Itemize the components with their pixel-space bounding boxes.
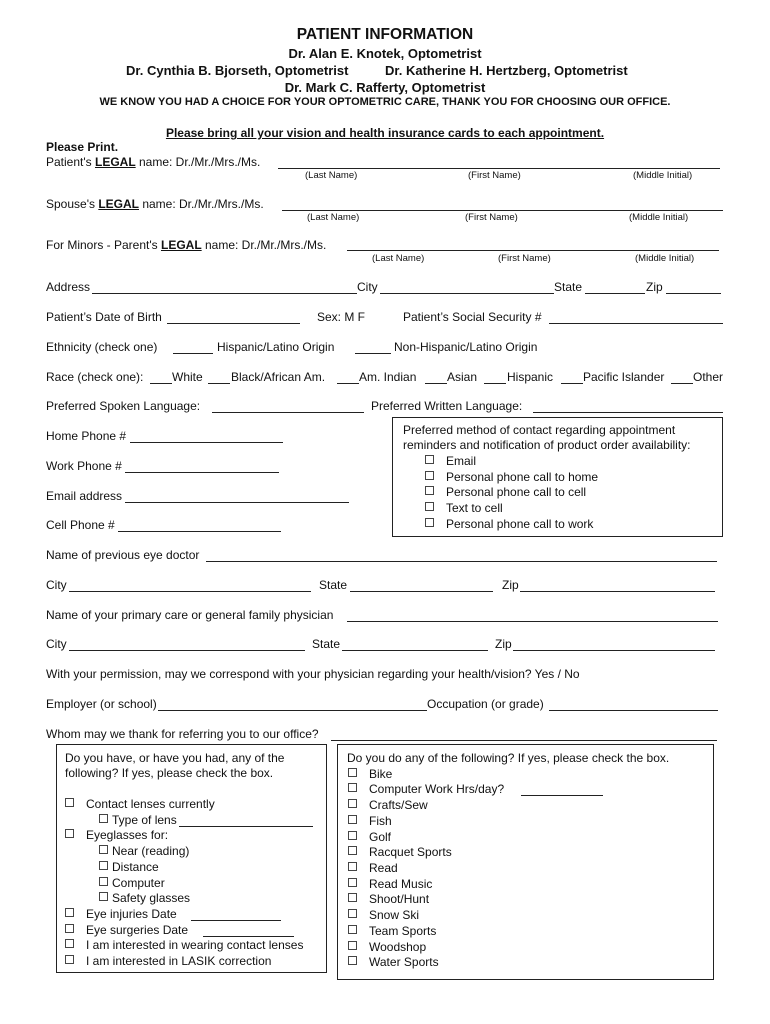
checkbox-icon[interactable]	[99, 892, 108, 901]
cell-phone-label: Cell Phone #	[46, 518, 115, 532]
ssn-label: Patient’s Social Security #	[403, 310, 542, 324]
option-label: Woodshop	[369, 940, 427, 954]
checkbox-icon[interactable]	[348, 799, 357, 808]
activity-item-racquet-sports[interactable]	[348, 845, 452, 859]
option-label: Eye surgeries Date	[86, 923, 189, 937]
zip-label: Zip	[502, 578, 519, 592]
race-check[interactable]	[337, 383, 359, 384]
address-field[interactable]	[92, 293, 357, 294]
activity-item-crafts[interactable]	[348, 798, 428, 812]
option-label: Contact lenses currently	[86, 797, 215, 811]
option-label: Bike	[369, 767, 393, 781]
safety-glasses-item[interactable]	[99, 891, 190, 905]
race-option-asian: Asian	[447, 370, 478, 384]
eyeglasses-item[interactable]	[65, 828, 168, 842]
activity-item-woodshop[interactable]	[348, 940, 426, 954]
option-label: Near (reading)	[112, 844, 190, 858]
checkbox-icon[interactable]	[348, 878, 357, 887]
checkbox-icon[interactable]	[348, 846, 357, 855]
race-check[interactable]	[484, 383, 506, 384]
address-label: Address	[46, 280, 91, 294]
zip-field[interactable]	[666, 293, 721, 294]
activity-item-bike[interactable]	[348, 767, 392, 781]
city-field[interactable]	[69, 650, 305, 651]
sex-label[interactable]: Sex: M F	[317, 310, 366, 324]
race-check[interactable]	[671, 383, 693, 384]
first-name-caption: (First Name)	[468, 170, 521, 181]
activities-title: Do you do any of the following? If yes, please check the box.	[347, 751, 670, 765]
zip-label: Zip	[495, 637, 512, 651]
non-hispanic-check[interactable]	[355, 353, 391, 354]
minor-label-suffix: name: Dr./Mr./Mrs./Ms.	[201, 238, 327, 252]
patient-label-suffix: name: Dr./Mr./Mrs./Ms.	[135, 155, 261, 169]
option-label: Water Sports	[369, 955, 439, 969]
referral-field[interactable]	[331, 740, 717, 741]
contacts-current-item[interactable]	[65, 797, 215, 811]
option-label: Golf	[369, 830, 392, 844]
contact-lens-interest-item[interactable]	[65, 938, 303, 952]
option-label: I am interested in LASIK correction	[86, 954, 272, 968]
race-option-other: Other	[693, 370, 724, 384]
city-label: City	[46, 637, 67, 651]
state-field[interactable]	[350, 591, 493, 592]
zip-field[interactable]	[520, 591, 715, 592]
race-option-am-indian: Am. Indian	[359, 370, 417, 384]
option-label: Snow Ski	[369, 908, 420, 922]
dob-label: Patient’s Date of Birth	[46, 310, 162, 324]
patient-name-label	[46, 155, 260, 169]
work-phone-field[interactable]	[125, 472, 279, 473]
city-label: City	[46, 578, 67, 592]
ssn-field[interactable]	[549, 323, 723, 324]
computer-item[interactable]	[99, 876, 165, 890]
checkbox-icon[interactable]	[99, 861, 108, 870]
option-label: Racquet Sports	[369, 845, 452, 859]
contact-option-email[interactable]	[425, 454, 476, 468]
activity-item-golf[interactable]	[348, 830, 391, 844]
checkbox-icon[interactable]	[348, 941, 357, 950]
checkbox-icon[interactable]	[425, 471, 434, 480]
checkbox-icon[interactable]	[425, 518, 434, 527]
checkbox-icon[interactable]	[348, 831, 357, 840]
referral-label: Whom may we thank for referring you to our office?	[46, 727, 319, 741]
activity-item-team-sports[interactable]	[348, 924, 436, 938]
near-reading-item[interactable]	[99, 844, 189, 858]
hispanic-label: Hispanic/Latino Origin	[217, 340, 335, 354]
patient-label-prefix: Patient's	[46, 155, 95, 169]
last-name-caption: (Last Name)	[305, 170, 358, 181]
checkbox-icon[interactable]	[65, 908, 74, 917]
state-field[interactable]	[585, 293, 645, 294]
prev-eye-doctor-label: Name of previous eye doctor	[46, 548, 200, 562]
eye-history-box	[56, 744, 327, 973]
zip-label: Zip	[646, 280, 663, 294]
option-label: Computer	[112, 876, 165, 890]
checkbox-icon[interactable]	[65, 939, 74, 948]
checkbox-icon[interactable]	[348, 925, 357, 934]
state-label: State	[554, 280, 583, 294]
activity-item-snow-ski[interactable]	[348, 908, 419, 922]
checkbox-icon[interactable]	[348, 956, 357, 965]
checkbox-icon[interactable]	[99, 845, 108, 854]
checkbox-icon[interactable]	[65, 829, 74, 838]
option-label: Safety glasses	[112, 891, 191, 905]
legal-label: LEGAL	[98, 197, 139, 211]
prev-eye-doctor-field[interactable]	[206, 561, 717, 562]
middle-initial-caption: (Middle Initial)	[633, 170, 693, 181]
activity-item-water-sports[interactable]	[348, 955, 439, 969]
patient-name-field[interactable]	[278, 168, 720, 169]
checkbox-icon[interactable]	[348, 862, 357, 871]
primary-physician-label: Name of your primary care or general family physician	[46, 608, 334, 622]
contact-option-home-call[interactable]	[425, 470, 598, 484]
option-label: Read Music	[369, 877, 433, 891]
checkbox-icon[interactable]	[65, 924, 74, 933]
last-name-caption: (Last Name)	[372, 253, 425, 264]
city-field[interactable]	[380, 293, 554, 294]
option-label: Read	[369, 861, 398, 875]
spouse-label-prefix: Spouse's	[46, 197, 99, 211]
last-name-caption: (Last Name)	[307, 212, 360, 223]
written-language-field[interactable]	[533, 412, 723, 413]
primary-physician-field[interactable]	[347, 621, 718, 622]
contact-preference-text: reminders and notification of product order availability:	[403, 438, 691, 452]
legal-label: LEGAL	[94, 155, 136, 169]
doctor-name: Dr. Mark C. Rafferty, Optometrist	[284, 80, 486, 95]
contact-preference-text: Preferred method of contact regarding appointment	[403, 423, 676, 437]
option-label: Fish	[369, 814, 392, 828]
contact-option-work-call[interactable]	[425, 517, 593, 531]
checkbox-icon[interactable]	[425, 502, 434, 511]
race-option-pacific-islander: Pacific Islander	[583, 370, 665, 384]
option-label: Text to cell	[446, 501, 503, 515]
please-print-label: Please Print.	[46, 140, 119, 154]
race-option-hispanic: Hispanic	[507, 370, 554, 384]
minor-label-prefix: For Minors - Parent's	[46, 238, 161, 252]
page-title: PATIENT INFORMATION	[296, 26, 474, 43]
contact-option-cell-call[interactable]	[425, 485, 586, 499]
ethnicity-label: Ethnicity (check one)	[46, 340, 158, 354]
spouse-name-field[interactable]	[282, 210, 723, 211]
middle-initial-caption: (Middle Initial)	[629, 212, 689, 223]
race-option-black: Black/African Am.	[231, 370, 326, 384]
checkbox-icon[interactable]	[99, 814, 108, 823]
activity-item-computer-work[interactable]	[348, 782, 504, 796]
permission-question[interactable]: With your permission, may we correspond with your physician regarding your health/vision? Yes / No	[46, 667, 580, 681]
race-label: Race (check one):	[46, 370, 144, 384]
dob-field[interactable]	[167, 323, 300, 324]
option-label: Distance	[112, 860, 159, 874]
home-phone-label: Home Phone #	[46, 429, 127, 443]
option-label: Personal phone call to home	[446, 470, 599, 484]
legal-label: LEGAL	[160, 238, 202, 252]
state-label: State	[319, 578, 348, 592]
option-label: Crafts/Sew	[369, 798, 428, 812]
thank-you-note: WE KNOW YOU HAD A CHOICE FOR YOUR OPTOMETRIC CARE, THANK YOU FOR CHOOSING OUR OFFICE.	[99, 96, 671, 108]
doctor-name: Dr. Alan E. Knotek, Optometrist	[288, 46, 482, 61]
spoken-language-label: Preferred Spoken Language:	[46, 399, 201, 413]
spoken-language-field[interactable]	[212, 412, 364, 413]
eye-injuries-item[interactable]	[65, 907, 177, 921]
city-label: City	[357, 280, 378, 294]
race-check[interactable]	[561, 383, 583, 384]
email-field[interactable]	[125, 502, 349, 503]
checkbox-icon[interactable]	[425, 455, 434, 464]
city-field[interactable]	[69, 591, 311, 592]
email-label: Email address	[46, 489, 123, 503]
option-label: Eyeglasses for:	[86, 828, 169, 842]
option-label: Type of lens	[112, 813, 177, 827]
written-language-label: Preferred Written Language:	[371, 399, 523, 413]
state-field[interactable]	[342, 650, 488, 651]
first-name-caption: (First Name)	[465, 212, 518, 223]
eye-history-title: following? If yes, please check the box.	[65, 766, 274, 780]
occupation-field[interactable]	[549, 710, 718, 711]
non-hispanic-label: Non-Hispanic/Latino Origin	[394, 340, 538, 354]
computer-hours-field[interactable]	[521, 795, 603, 796]
cell-phone-field[interactable]	[118, 531, 281, 532]
checkbox-icon[interactable]	[99, 877, 108, 886]
contact-preference-box	[392, 417, 723, 537]
activity-item-fish[interactable]	[348, 814, 392, 828]
eye-surgeries-item[interactable]	[65, 923, 188, 937]
first-name-caption: (First Name)	[498, 253, 551, 264]
activity-item-shoot-hunt[interactable]	[348, 892, 429, 906]
occupation-label: Occupation (or grade)	[427, 697, 544, 711]
home-phone-field[interactable]	[130, 442, 283, 443]
spouse-label-suffix: name: Dr./Mr./Mrs./Ms.	[139, 197, 264, 211]
checkbox-icon[interactable]	[348, 783, 357, 792]
option-label: Personal phone call to work	[446, 517, 594, 531]
race-check[interactable]	[425, 383, 447, 384]
distance-item[interactable]	[99, 860, 159, 874]
state-label: State	[312, 637, 341, 651]
option-label: I am interested in wearing contact lenses	[86, 938, 304, 952]
checkbox-icon[interactable]	[65, 955, 74, 964]
doctor-name: Dr. Cynthia B. Bjorseth, Optometrist	[126, 63, 349, 78]
contact-option-text[interactable]	[425, 501, 503, 515]
option-label: Email	[446, 454, 477, 468]
employer-field[interactable]	[158, 710, 427, 711]
option-label: Computer Work Hrs/day?	[369, 782, 505, 796]
type-of-lens-item[interactable]	[99, 813, 177, 827]
eye-history-title: Do you have, or have you had, any of the	[65, 751, 285, 765]
lasik-interest-item[interactable]	[65, 954, 271, 968]
eye-injuries-date-field[interactable]	[191, 920, 281, 921]
checkbox-icon[interactable]	[65, 798, 74, 807]
option-label: Personal phone call to cell	[446, 485, 587, 499]
employer-label: Employer (or school)	[46, 697, 157, 711]
activity-item-read-music[interactable]	[348, 877, 432, 891]
activities-box	[337, 744, 714, 980]
option-label: Eye injuries Date	[86, 907, 177, 921]
type-of-lens-field[interactable]	[179, 826, 313, 827]
checkbox-icon[interactable]	[348, 893, 357, 902]
hispanic-check[interactable]	[173, 353, 213, 354]
eye-surgeries-date-field[interactable]	[203, 936, 294, 937]
option-label: Shoot/Hunt	[369, 892, 430, 906]
parent-name-field[interactable]	[347, 250, 719, 251]
insurance-note: Please bring all your vision and health insurance cards to each appointment.	[165, 126, 605, 140]
parent-name-label	[46, 238, 326, 252]
race-check[interactable]	[208, 383, 230, 384]
race-option-white: White	[172, 370, 203, 384]
checkbox-icon[interactable]	[425, 486, 434, 495]
work-phone-label: Work Phone #	[46, 459, 122, 473]
activity-item-read[interactable]	[348, 861, 398, 875]
zip-field[interactable]	[513, 650, 715, 651]
middle-initial-caption: (Middle Initial)	[635, 253, 695, 264]
doctor-name: Dr. Katherine H. Hertzberg, Optometrist	[385, 63, 628, 78]
race-check[interactable]	[150, 383, 172, 384]
checkbox-icon[interactable]	[348, 909, 357, 918]
spouse-name-label	[46, 197, 264, 211]
option-label: Team Sports	[369, 924, 437, 938]
checkbox-icon[interactable]	[348, 768, 357, 777]
checkbox-icon[interactable]	[348, 815, 357, 824]
